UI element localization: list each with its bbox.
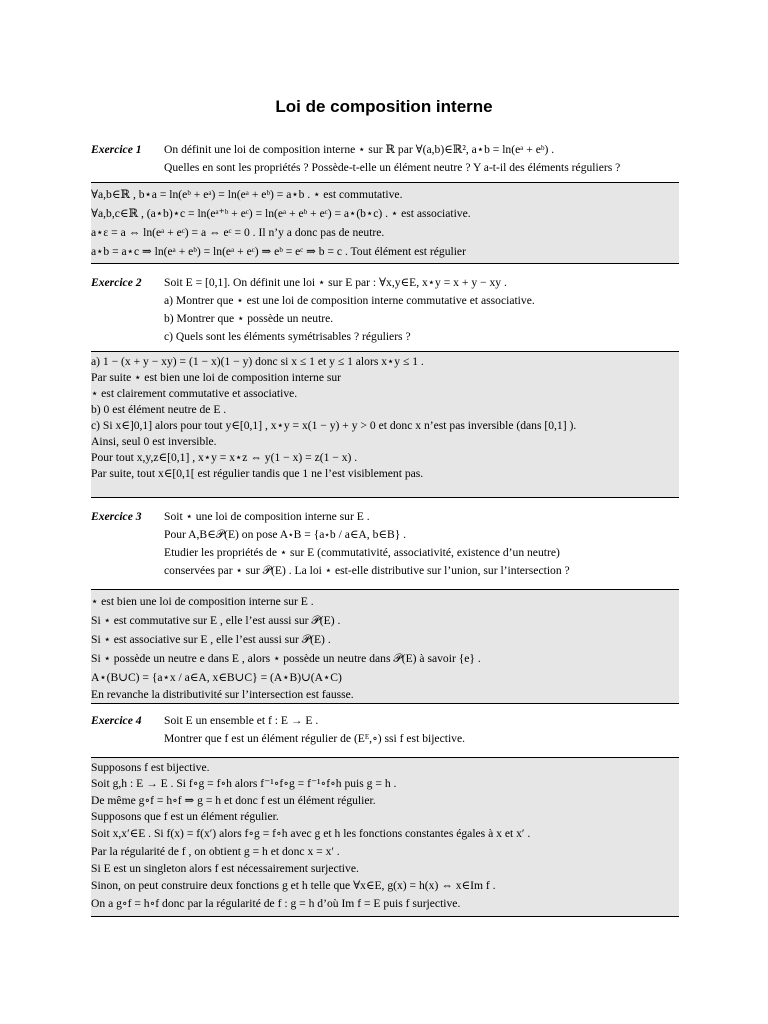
- exercise-statement-line: a) Montrer que ⋆ est une loi de composition interne commutative et associative.: [164, 294, 535, 307]
- solution-line: On a g∘f = h∘f donc par la régularité de f : g = h d’où Im f = E puis f surjective.: [91, 897, 461, 910]
- exercise-label: Exercice 1: [91, 143, 142, 156]
- page-title: Loi de composition interne: [275, 97, 493, 116]
- exercise-statement-line: Soit E un ensemble et f : E → E .: [164, 714, 319, 727]
- solution-line: Par suite ⋆ est bien une loi de composition interne sur: [91, 371, 342, 384]
- solution-line: Ainsi, seul 0 est inversible.: [91, 435, 217, 448]
- solution-line: c) Si x∈]0,1] alors pour tout y∈[0,1] , x⋆y = x(1 − y) + y > 0 et donc x n’est pas inversible (dans [0,1] ).: [91, 419, 577, 432]
- exercise-statement-line: Quelles en sont les propriétés ? Possède-t-elle un élément neutre ? Y a-t-il des éléments réguliers ?: [164, 161, 621, 174]
- solution-line: Par la régularité de f , on obtient g = h et donc x = x′ .: [91, 845, 340, 858]
- exercise-label: Exercice 3: [91, 510, 142, 523]
- exercise-3: [91, 510, 679, 582]
- solution-line: Supposons que f est un élément régulier.: [91, 810, 279, 823]
- exercise-statement-line: On définit une loi de composition interne ⋆ sur ℝ par ∀(a,b)∈ℝ², a⋆b = ln(eᵃ + eᵇ) .: [164, 143, 555, 156]
- exercise-statement-line: Soit ⋆ une loi de composition interne sur E .: [164, 510, 370, 523]
- solution-line: Soit g,h : E → E . Si f∘g = f∘h alors f⁻¹∘f∘g = f⁻¹∘f∘h puis g = h .: [91, 777, 397, 790]
- solution-line: Si ⋆ est commutative sur E , elle l’est aussi sur 𝒫(E) .: [91, 614, 341, 627]
- exercise-statement-line: c) Quels sont les éléments symétrisables ? réguliers ?: [164, 330, 411, 343]
- solution-line: A⋆(B∪C) = {a⋆x / a∈A, x∈B∪C} = (A⋆B)∪(A⋆C): [91, 671, 342, 684]
- solution-box-1: [91, 182, 679, 264]
- exercise-statement-line: conservées par ⋆ sur 𝒫(E) . La loi ⋆ est-elle distributive sur l’union, sur l’intersection ?: [164, 564, 570, 577]
- solution-line: a⋆ε = a ⇔ ln(eᵃ + eᶜ) = a ⇔ eᶜ = 0 . Il n’y a donc pas de neutre.: [91, 226, 385, 239]
- solution-line: ⋆ est clairement commutative et associative.: [91, 387, 298, 400]
- solution-box-4: [91, 757, 679, 917]
- solution-line: a⋆b = a⋆c ⇒ ln(eᵃ + eᵇ) = ln(eᵃ + eᶜ) ⇒ eᵇ = eᶜ ⇒ b = c . Tout élément est régulier: [91, 245, 466, 258]
- solution-line: Si ⋆ est associative sur E , elle l’est aussi sur 𝒫(E) .: [91, 633, 331, 646]
- solution-line: Sinon, on peut construire deux fonctions g et h telle que ∀x∈E, g(x) = h(x) ⇔ x∈Im f .: [91, 879, 496, 892]
- exercise-4: [91, 714, 679, 750]
- solution-box-2: [91, 351, 679, 498]
- solution-line: Soit x,x′∈E . Si f(x) = f(x′) alors f∘g = f∘h avec g et h les fonctions constantes égales à x et x′ .: [91, 827, 531, 840]
- solution-line: a) 1 − (x + y − xy) = (1 − x)(1 − y) donc si x ≤ 1 et y ≤ 1 alors x⋆y ≤ 1 .: [91, 355, 424, 368]
- solution-line: Supposons f est bijective.: [91, 761, 210, 774]
- exercise-statement-line: Pour A,B∈𝒫(E) on pose A⋆B = {a⋆b / a∈A, b∈B} .: [164, 528, 407, 541]
- solution-line: Pour tout x,y,z∈[0,1] , x⋆y = x⋆z ⇔ y(1 − x) = z(1 − x) .: [91, 451, 358, 464]
- solution-line: ⋆ est bien une loi de composition interne sur E .: [91, 595, 314, 608]
- solution-line: Si ⋆ possède un neutre e dans E , alors ⋆ possède un neutre dans 𝒫(E) à savoir {e} .: [91, 652, 481, 665]
- exercise-1: [91, 143, 679, 179]
- exercise-statement-line: Etudier les propriétés de ⋆ sur E (commutativité, associativité, existence d’un neutre): [164, 546, 560, 559]
- solution-line: ∀a,b,c∈ℝ , (a⋆b)⋆c = ln(eᵃ⁺ᵇ + eᶜ) = ln(eᵃ + eᵇ + eᶜ) = a⋆(b⋆c) . ⋆ est associative.: [91, 207, 471, 220]
- exercise-statement-line: Soit E = [0,1]. On définit une loi ⋆ sur E par : ∀x,y∈E, x⋆y = x + y − xy .: [164, 276, 507, 289]
- solution-line: En revanche la distributivité sur l’intersection est fausse.: [91, 688, 354, 701]
- exercise-statement-line: Montrer que f est un élément régulier de (Eᴱ,∘) ssi f est bijective.: [164, 732, 466, 745]
- solution-line: De même g∘f = h∘f ⇒ g = h et donc f est un élément régulier.: [91, 794, 376, 807]
- solution-box-3: [91, 589, 679, 704]
- exercise-label: Exercice 4: [91, 714, 142, 727]
- solution-line: b) 0 est élément neutre de E .: [91, 403, 227, 416]
- exercise-2: [91, 276, 679, 348]
- solution-line: ∀a,b∈ℝ , b⋆a = ln(eᵇ + eᵃ) = ln(eᵃ + eᵇ) = a⋆b . ⋆ est commutative.: [91, 188, 403, 201]
- solution-line: Par suite, tout x∈[0,1[ est régulier tandis que 1 ne l’est visiblement pas.: [91, 467, 424, 480]
- exercise-label: Exercice 2: [91, 276, 142, 289]
- solution-line: Si E est un singleton alors f est nécessairement surjective.: [91, 862, 359, 875]
- exercise-statement-line: b) Montrer que ⋆ possède un neutre.: [164, 312, 334, 325]
